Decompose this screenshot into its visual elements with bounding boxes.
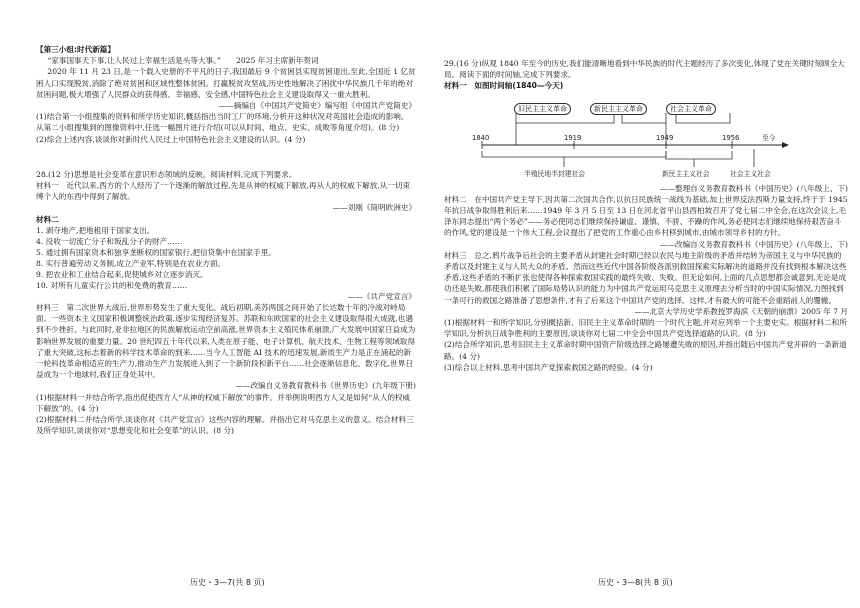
q29-question-3: (3)综合以上材料,思考中国共产党探索救国之路的经验。(4 分) (444, 362, 653, 372)
timeline-era-new-democratic: 新民主主义社会 (662, 169, 710, 178)
q29-question-2: (2)结合所学知识,思考旧民主主义革命时期中国资产阶级选择之路屡遭失败的原因,并指出随后中国共产党开辟的一条新道路。(4 分) (444, 340, 847, 361)
q29-material-3: 材料三 总之,鸦片战争后社会的主要矛盾从封建社会时期已经以农民与地主阶级的矛盾并结转为帝国主义与中华民族的矛盾以及封建主义与人民大众的矛盾。然而这些近代中国各阶级各派别救国探索实际解决的道路并没有找到根本解决这些矛盾,这些矛盾的不断扩张也使得各种探索救国实践的最终失败、失败。但无论如何,上面的几点思想都会诚意到,无论是成功还是失败,都使我们积累了国际局势认识的能力为中国共产党运用马克思主义原理去分析当时的中国实际情况,力图找到一条可行的救国之路准备了思想条件,才有了后来这个中国共产党的选择。这样,才有最大的可能不会重蹈前人的覆辙。 (444, 250, 847, 305)
q28-material-2 (36, 214, 416, 291)
timeline-year-1919: 1919 (564, 133, 582, 142)
right-column (444, 58, 848, 373)
q28-material-2-source: ——《共产党宣言》 (347, 291, 416, 301)
timeline-year-now: 至今 (762, 133, 776, 142)
group3-quote: “家事国事天下事,让人民过上幸福生活是头等大事。” 2025 年习主席新年贺词 (47, 56, 319, 66)
q29-material-1-source: ——整理自义务教育教科书《中国历史》(八年级上、下) (659, 183, 848, 193)
list-item: 5. 通过拥有国家资本和独享垄断权的国家银行,把信贷集中在国家手里。 (36, 247, 276, 257)
list-item: 10. 对所有儿童实行公共的和免费的教育…… (36, 280, 188, 290)
right-page (430, 0, 860, 608)
group3-title: 【第三小组:时代新篇】 (36, 45, 115, 54)
left-page-footer: 历史・3—7(共 8 页) (190, 578, 265, 587)
right-page-footer: 历史・3—8(共 8 页) (598, 578, 673, 587)
q28-material-2-label: 材料二 (36, 214, 59, 224)
list-item: 8. 实行普遍劳动义务制,成立产业军,特别是在农业方面。 (36, 258, 226, 268)
timeline-box-new-democratic: 新民主主义革命 (590, 103, 647, 115)
list-item: 9. 把农业和工业结合起来,促使城乡对立逐步消灭。 (36, 269, 208, 279)
left-column (36, 44, 416, 436)
q28-material-3-source: ——改编自义务教育教科书《世界历史》(九年级下册) (235, 381, 416, 391)
timeline-year-1840: 1840 (472, 133, 490, 142)
q28-material-1-source: ——刘刚《简明欧洲史》 (332, 203, 416, 213)
q29-material-1-label: 材料一 如图时间轴(1840—今天) (444, 81, 564, 91)
q29-material-2: 材料二 在中国共产党主导下,因共第二次国共合作,以抗日民族统一战线为基础,加上世界反法西斯力量支持,终于于 1945 年抗日战争取得胜利后来……1949 年 3 月 5 日至 13 日在河北省平山县西柏坡召开了党七届二中全会,在这次会议上,毛泽东同志提出“两个务必”——务必使同志们继续保持谦虚、谨慎、不骄、不躁的作风,务必使同志们继续地保持艰苦奋斗的作风,党的建设是一个伟大工程,会议提出了把党的工作重心由乡村移到城市,由城市领导乡村的方针。 (444, 194, 848, 238)
q29-material-3-source: ——北京大学历史学系教授罗海滨《天朝的崩溃》2005 年 7 月 (634, 306, 848, 316)
q29-question-1: (1)根据材料一和所学知识,分别概括新、旧民主主义革命时期的一个时代主题,并对应列举一个主要史实。根据材料二和所学知识,分析抗日战争胜利的主要原因,谈谈你对七届二中全会中国共产党选择道路的认识。(8 分) (444, 318, 847, 339)
q29-material-2-source: ——改编自义务教育教科书《中国历史》(八年级上、下) (659, 239, 848, 249)
list-item: 4. 没收一切流亡分子和叛乱分子的财产…… (36, 236, 183, 246)
q28-question-1: (1)根据材料一并结合所学,指出促使西方人“从神的权威下解放”的事件。并举例说明西方人又是如何“从人的权威下解放”的。(4 分) (36, 392, 411, 413)
list-item: 1. 剥夺地产,把地租用于国家支出。 (36, 225, 155, 235)
timeline-box-old-democratic: 旧民主主义革命 (514, 103, 571, 115)
q28-title: 28.(12 分)思想是社会变革在意识形态领域的反映。阅读材料,完成下列要求。 (36, 169, 297, 179)
timeline-diagram (444, 93, 844, 181)
timeline-era-socialist: 社会主义社会 (730, 169, 771, 178)
timeline-box-socialist: 社会主义革命 (666, 103, 716, 115)
group3-question-2: (2)综合上述内容,谈谈你对新时代人民过上中国特色社会主义建设的认识。(4 分) (36, 134, 306, 144)
timeline-era-semi-colonial: 半殖民地半封建社会 (524, 169, 586, 178)
q28-material-1: 材料一 近代以来,西方的个人经历了一个逐渐的解放过程,先是从神的权威下解放,再从人的权威下解放,从一切束缚个人的东西中得到了解放。 (36, 181, 411, 202)
q28-material-3: 材料三 第二次世界大战后,世界形势发生了重大变化。战后初期,美苏两国之间开始了长达数十年的冷战对峙局面。一些资本主义国家积极调整统治政策,逐步实现经济复苏。苏联和东欧国家的社会主义建设取得很大成就,也遇到不少挫折。与此同时,亚非拉地区的民族解放运动空前高涨,世界资本主义殖民体系崩溃,广大发展中国家日益成为影响世界发展的重要力量。20 世纪四五十年代以来,人类在原子能、电子计算机、航天技术、生物工程等领域取得了重大突破,这标志着新的科学技术革命的到来……当今人工智能 AI 技术的迅速发展,新质生产力是正在涌起的新一轮科技革命相适应的生产力,推动生产力发展进入到了一个新阶段和新平台……社会逐渐信息化、数字化,世界日益成为一个地球村,我们正身处其中。 (36, 303, 416, 380)
timeline-year-1949: 1949 (656, 133, 674, 142)
q29-title: 29.(16 分)纵观 1840 年至今的历史,我们能清晰地看到中华民族的时代主题经历了多次变化,体现了党在关键时刻顾全大局。阅读下面的时间轴,完成下列要求。 (444, 59, 845, 80)
timeline-year-1956: 1956 (722, 133, 740, 142)
group3-source: ——摘编自《中国共产党简史》编写组《中国共产党简史》 (218, 101, 416, 111)
group3-question-1: (1)结合第一小组搜集的资料和所学历史知识,概括指出当时工厂的环境,分析开这种状况对英国社会造成的影响。从第二小组搜集到的图像资料中,任选一幅图片进行介绍(可以从时间、地点、史实、成败等角度介绍)。(8 分) (36, 112, 409, 133)
group3-paragraph: 2020 年 11 月 23 日,是一个载入史册的不平凡的日子,我国最后 9 个贫困县实现贫困退出,至此,全国近 1 亿贫困人口实现脱贫,消除了绝对贫困和区域性整体贫困。打赢脱贫攻坚战,历史性地解决了困扰中华民族几千年的绝对贫困问题,极大增强了人民群众的获得感、幸福感、安全感,中国特色社会主义建设取得又一重大胜利。 (36, 67, 416, 99)
q28-question-2: (2)根据材料二并结合所学,谈谈你对《共产党宣言》这些内容的理解。并指出它对马克思主义的意义。结合材料三及所学知识,谈谈你对“思想变化和社会变革”的认识。(8 分) (36, 415, 414, 436)
